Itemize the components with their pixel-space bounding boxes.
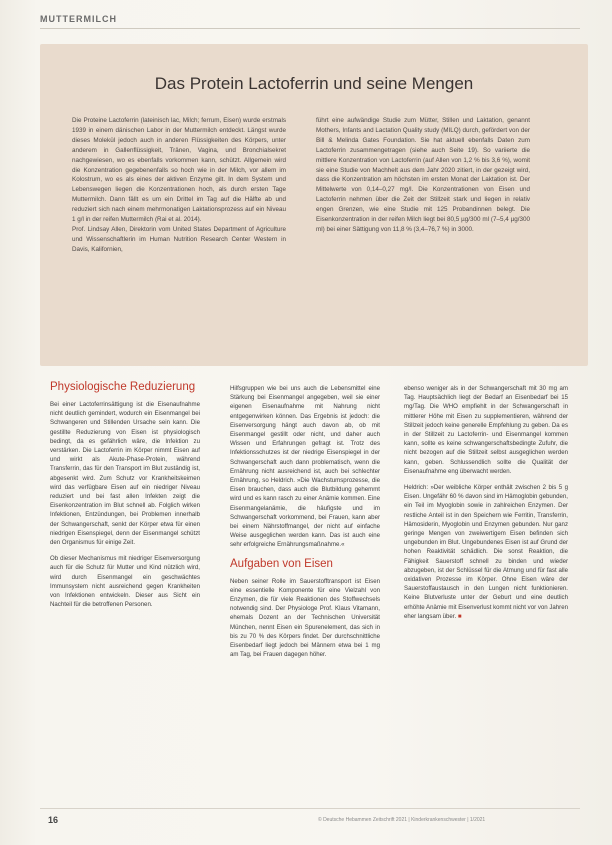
info-box-left-column: [72, 116, 286, 255]
section-label: MUTTERMILCH: [40, 14, 117, 24]
article-paragraph: Ob dieser Mechanismus mit niedriger Eisenversorgung auch für die Schutz für Mutter und Kind nützlich wird, wird durch Eisenmangel ein geschwächtes Immunsystem nicht ausreichend gegen Krankheiten von Infektionen entwickeln. Dieser aus Sicht ein Nachteil für die betroffenen Personen.: [50, 555, 200, 609]
article-paragraph: Bei einer Lactoferrinsättigung ist die Eisenaufnahme nicht deutlich gemindert, wodurch ein Eisenmangel bei Schwangeren und Stillenden Ursache sein kann. Die gestillte Reduzierung von Eisen ist physiologisch bedingt, da es gefährlich wäre, die Infektion zu verstärken. Die Lactoferrin im Körper nimmt Eisen auf und wirkt als Akute-Phase-Protein, während Transferrin, das für den Transport im Blut zuständig ist, abgesenkt wird. Zum Schutz vor Krankheitskeimen wird das verfügbare Eisen auf ein niedriger Niveau reduziert und bei fast allen Infekten zeigt die Eisenkonzentration im Blut schnell ab. Folglich wirken Infektionen, Entzündungen, bei Problemen innerhalb der Schwangerschaft, senkt der Körper etwa für einen niedrigen Eisenspiegel, denn der Eisenmangel schützt den Organismus für einige Zeit.: [50, 401, 200, 547]
footer-source: © Deutsche Hebammen Zeitschrift 2021 | Kinderkrankenschwester | 1/2021: [318, 817, 486, 823]
article-paragraph: Hilfsgruppen wie bei uns auch die Lebensmittel eine Stärkung bei Eisenmangel angegeben, weil sie einer eigenen Eisenaufnahme mit Nahrung nicht entgegenwirken können. Das Ergebnis ist jedoch: die Eisenversorgung hängt auch davon ab, ob mit Eisenmangel gestillt oder nicht, und daher auch Wissen und Erfahrungen gefragt ist. Trotz des Infektionsschutzes ist der niedrige Eisenspiegel in der Schwangerschaft auch dann problematisch, wenn die Ernährung nicht ausreichend ist, auch bei schlechter Ernährung, so Heldrich. »Die Wachstumsprozesse, die Eisen brauchen, dass auch die Blutbildung gehemmt wird und es kann rasch zu einer Anämie kommen. Eine Eisenmangelanämie, die häufigste und im Schwangerschaft vorkommend, bei Frauen, kann aber bei einem Nährstoffmangel, der nicht auf einfache Weise ausgeglichen werden kann. Das ist auch eine sehr erfolgreiche Ernährungsmaßnahme.«: [230, 385, 380, 549]
header-rule: [40, 28, 580, 29]
article-paragraph: ebenso weniger als in der Schwangerschaft mit 30 mg am Tag. Hauptsächlich liegt der Bedarf an Eisenbedarf bei 15 mg/Tag. Die WHO empfiehlt in der Schwangerschaft in mittlerer Höhe mit Eisen zu supplementieren, während der Stillzeit jedoch keine generelle Empfehlung zu geben. Da es in der Stillzeit zu Lactoferrin- und Eisenmangel kommen kann, sollte es keine schwangerschaftsbedingte Zufuhr, die nicht bezogen auf die Stillzeit selbst ausgeglichen werden kann, geben. Schlussendlich sollte die Qualität der Eisenaufnahme eng überwacht werden.: [404, 385, 568, 475]
info-box-paragraph: Prof. Lindsay Allen, Direktorin vom United States Department of Agriculture und Wissenschaftlerin im Human Nutrition Research Center Western in Davis, Kalifornien,: [72, 225, 286, 253]
article-paragraph-text: Heldrich: »Der weibliche Körper enthält zwischen 2 bis 5 g Eisen. Ungefähr 60 % davon sind im Hämoglobin gebunden, ein Teil im Myoglobin sowie in zahlreichen Enzymen. Der restliche Anteil ist in den Speichern wie Ferritin, Transferrin, Hämosiderin, Myoglobin und Enzymen gebunden. Nur ganz geringe Mengen von zweiwertigem Eisen befinden sich ungebunden im Blut. Ungebundenes Eisen ist auf Grund der hohen Reaktivität schädlich. Die sonst Reaktion, die Fähigkeit Sauerstoff schnell zu binden und wieder abzugeben, ist der Schlüssel für die Atmung und für fast alle oxidativen Prozesse im Körper. Ohne Eisen wäre der Sauerstoffaustausch in den Lungen nicht funktionieren. Keine Blutverluste unter der Geburt und eine deutlich erhöhte Anämie mit Eisenverlust kommt nicht vor von Jahren eher langsam über.: [404, 484, 568, 620]
article-paragraph: [404, 483, 568, 621]
article-paragraph: Neben seiner Rolle im Sauerstofftransport ist Eisen eine essentielle Komponente für eine Vielzahl von Enzymen, die für viele Reaktionen des Stoffwechsels notwendig sind. Der Physiologe Prof. Klaus Vitamann, ehemals Dozent an der Technischen Universität München, nennt Eisen ein Spurenelement, das sich in bis zu 70 % des Körpers findet. Der durchschnittliche Eisenbedarf liegt jedoch bei Männern etwa bei 1 mg am Tag, bei Frauen dagegen höher.: [230, 577, 380, 659]
info-box: [40, 44, 588, 366]
article-column-1: [50, 381, 200, 616]
info-box-paragraph: Die Proteine Lactoferrin (lateinisch lac, Milch; ferrum, Eisen) wurde erstmals 1939 in einem dänischen Labor in der Muttermilch entdeckt. Längst wurde dieses Molekül jedoch auch in anderen Flüssigkeiten des Körpers, unter anderem in Gallenflüssigkeit, Tränen, Vagina, und Bronchialsekret nachgewiesen, wo es ebenfalls vorkommen kann, schützt. Allgemein wird die Konzentration gegebenenfalls so hoch wie in der Milch, vor allem im Kolostrum, wo es als eines der aktiven Enzyme gilt. In dem System und Lebenswegen liegen die Konzentrationen hoch, als durch ersten Tage Muttermilch. Dann fällt es um ein Drittel im Tag auf die Hälfte ab und reduziert sich nach einem mehrmonatigen Laktationsprozess auf ein Niveau 1 g/l in der reifen Muttermilch (Rai et al. 2014).: [72, 117, 286, 224]
footer-rule: [40, 808, 580, 809]
info-box-paragraph: führt eine aufwändige Studie zum Mütter, Stillen und Laktation, genannt Mothers, Infants and Lactation Quality study (MILQ) durch, gefördert von der Bill & Melinda Gates Foundation. Sie hat aktuell ebenfalls Daten zum Lactoferrin zusammengetragen (siehe auch Seite 19). So variierte die mittlere Konzentration von Lactoferrin (auf Allen von 1,2 % bis 3,6 %), womit sie eine Studie von Machhelt aus dem Jahr 2020 zitiert, in der gezeigt wird, dass die Konzentration am höchsten im ersten Monat der Laktation ist. Der Mittelwerte von 0,14–0,27 mg/l. Die Konzentrationen von Eisen und Lactoferrin nehmen über die Zeit der Stillzeit stark und liegen in relativ engen Grenzen, wie eine Studie mit 125 Probandinnen belegt. Die Eisenkonzentration in der reifen Milch liegt bei 80,5 µg/300 ml (7–5,4 µg/300 ml) bei einer Sättigung von 11,8 % (3,4–76,7 %) in 3000.: [316, 117, 530, 233]
page-number: 16: [48, 815, 59, 825]
article-column-3: [404, 384, 568, 628]
article-column-2: [230, 384, 380, 666]
subheading-physiologische-reduzierung: Physiologische Reduzierung: [50, 381, 196, 393]
subheading-aufgaben-von-eisen: Aufgaben von Eisen: [230, 557, 333, 570]
end-mark-icon: ■: [457, 612, 462, 620]
info-box-title: Das Protein Lactoferrin und seine Mengen: [154, 74, 474, 93]
info-box-right-column: [316, 116, 530, 235]
